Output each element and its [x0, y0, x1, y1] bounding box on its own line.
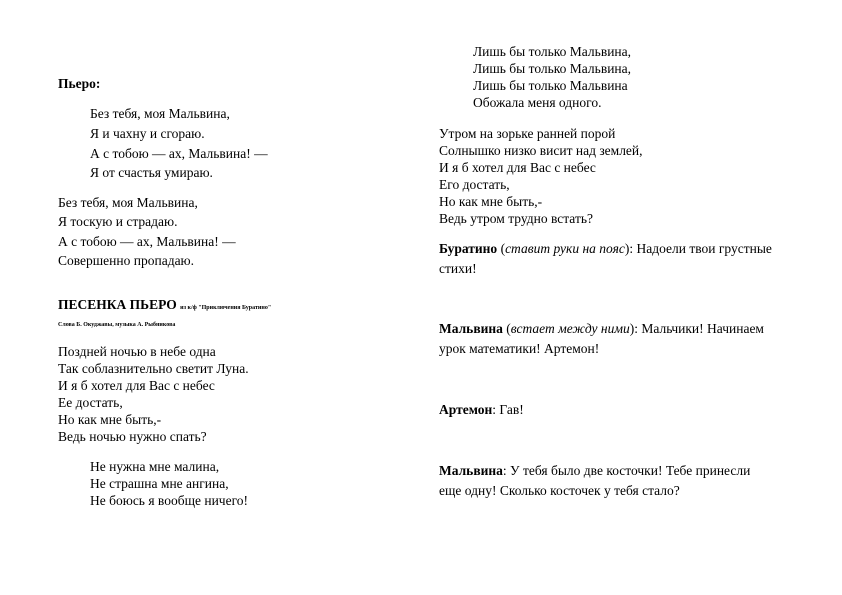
stanza5-line3: Лишь бы только Мальвина — [473, 78, 628, 93]
malvina1-text1: Мальчики! Начинаем — [637, 321, 764, 336]
stanza1-line2: Я и чахну и сгораю. — [90, 126, 205, 141]
artemon-line — [439, 401, 524, 418]
stanza6-line5: Но как мне быть,- — [439, 194, 543, 209]
stanza6-line6: Ведь утром трудно встать? — [439, 211, 593, 226]
stanza3-line1: Поздней ночью в небе одна — [58, 344, 216, 359]
speaker-artemon: Артемон — [439, 402, 493, 417]
song-source: из к/ф "Приключения Буратино" — [180, 305, 272, 311]
stanza6-line4: Его достать, — [439, 177, 510, 192]
stanza1-line3: А с тобою — ах, Мальвина! — — [90, 146, 268, 161]
malvina2-line1 — [439, 462, 750, 479]
artemon-text: : Гав! — [492, 402, 524, 417]
speaker-buratino: Буратино — [439, 241, 498, 256]
stanza2-line1: Без тебя, моя Мальвина, — [58, 195, 198, 210]
malvina2-line2: еще одну! Сколько косточек у тебя стало? — [439, 483, 680, 498]
buratino-open-paren: ( — [497, 241, 506, 256]
stanza4-line1: Не нужна мне малина, — [90, 459, 220, 474]
malvina1-stage-direction: встает между ними — [510, 321, 630, 336]
buratino-close-paren: ): — [624, 241, 634, 256]
stanza4-line3: Не боюсь я вообще ничего! — [90, 493, 249, 508]
stanza2-line3: А с тобою — ах, Мальвина! — — [58, 234, 236, 249]
song-credits: Слова Б. Окуджавы, музыка А. Рыбникова — [58, 322, 176, 328]
stanza2-line4: Совершенно пропадаю. — [58, 253, 195, 268]
stanza1-line4: Я от счастья умираю. — [90, 165, 213, 180]
malvina2-text1: : У тебя было две косточки! Тебе принесли — [502, 463, 751, 478]
malvina1-open-paren: ( — [502, 321, 511, 336]
stanza4-line2: Не страшна мне ангина, — [90, 476, 229, 491]
song-title: ПЕСЕНКА ПЬЕРО — [58, 297, 177, 312]
stanza2-line2: Я тоскую и страдаю. — [58, 214, 178, 229]
stanza3-line5: Но как мне быть,- — [58, 412, 162, 427]
stanza6-line1: Утром на зорьке ранней порой — [439, 126, 616, 141]
buratino-line1 — [439, 240, 772, 257]
stanza6-line2: Солнышко низко висит над землей, — [439, 143, 643, 158]
malvina1-line2: урок математики! Артемон! — [439, 341, 600, 356]
stanza3-line3: И я б хотел для Вас с небес — [58, 378, 215, 393]
malvina1-line1 — [439, 320, 764, 337]
speaker-malvina: Мальвина — [439, 321, 503, 336]
malvina1-close-paren: ): — [629, 321, 638, 336]
stanza6-line3: И я б хотел для Вас с небес — [439, 160, 596, 175]
stanza5-line4: Обожала меня одного. — [473, 95, 602, 110]
buratino-stage-direction: ставит руки на пояс — [505, 241, 625, 256]
buratino-text1: Надоели твои грустные — [633, 241, 772, 256]
speaker-malvina-2: Мальвина — [439, 463, 503, 478]
stanza3-line4: Ее достать, — [58, 395, 123, 410]
song-heading — [58, 296, 271, 317]
stanza3-line2: Так соблазнительно светит Луна. — [58, 361, 249, 376]
stanza1-line1: Без тебя, моя Мальвина, — [90, 106, 230, 121]
speaker-pierrot: Пьеро: — [58, 76, 101, 91]
stanza3-line6: Ведь ночью нужно спать? — [58, 429, 207, 444]
buratino-line2: стихи! — [439, 261, 477, 276]
stanza5-line1: Лишь бы только Мальвина, — [473, 44, 632, 59]
stanza5-line2: Лишь бы только Мальвина, — [473, 61, 632, 76]
